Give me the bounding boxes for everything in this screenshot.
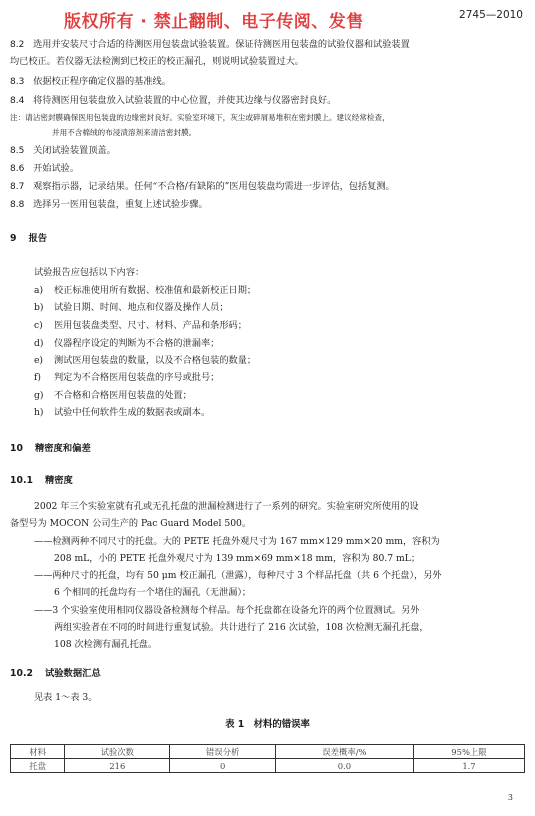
- clause-8-7: [10, 179, 525, 195]
- clause-8-8: [10, 197, 525, 213]
- report-item-h: [34, 405, 210, 421]
- clause-8-3: [10, 74, 525, 90]
- table-header-cell: 试验次数: [65, 745, 170, 759]
- section-number: 9: [10, 233, 17, 244]
- precision-paragraph-line-2: 备型号为 MOCON 公司生产的 Pac Guard Model 500。: [10, 518, 252, 529]
- clause-text: 依据校正程序确定仪器的基准线。: [33, 76, 171, 87]
- subsection-number: 10.2: [10, 668, 33, 679]
- section-title: 精密度和偏差: [34, 443, 91, 454]
- page-number: 3: [507, 793, 513, 802]
- table-row: [11, 759, 525, 773]
- table-header-cell: 材料: [11, 745, 65, 759]
- dash-item-3-line-3: 108 次检测有漏孔托盘。: [54, 639, 158, 650]
- clause-8-5: [10, 143, 525, 159]
- note-line-1: 注：请沾密封膜确保医用包装盘的边缘密封良好。实验室环境下，灰尘或碎屑易堆积在密封膜上。建议经常检查，: [10, 113, 390, 122]
- subsection-title: 精密度: [44, 475, 73, 486]
- item-text: 判定为不合格医用包装盘的序号或批号；: [54, 372, 220, 383]
- table-header-row: [11, 745, 525, 759]
- clause-number: 8.3: [10, 77, 25, 87]
- table-cell: 1.7: [413, 759, 524, 773]
- subsection-number: 10.1: [10, 475, 33, 486]
- item-marker: a): [34, 285, 44, 296]
- section-number: 10: [10, 443, 23, 454]
- dash-item-3-line-2: 两组实验者在不同的时间进行重复试验。共计进行了 216 次试验，108 次检测无漏孔托盘，: [54, 622, 429, 633]
- table-header-cell: 95%上限: [413, 745, 524, 759]
- clause-text: 将待测医用包装盘放入试验装置的中心位置，并使其边缘与仪器密封良好。: [33, 95, 337, 106]
- table-cell: 0.0: [275, 759, 413, 773]
- report-item-e: [34, 353, 256, 369]
- report-item-g: [34, 388, 192, 404]
- clause-number: 8.2: [10, 40, 25, 50]
- precision-paragraph-line-1: 2002 年三个实验室就有孔或无孔托盘的泄漏检测进行了一系列的研究。实验室研究所使用的设: [34, 501, 419, 512]
- subsection-10-1-heading: [10, 473, 73, 489]
- item-marker: g): [34, 390, 44, 401]
- table-header-cell: 错误分析: [170, 745, 275, 759]
- table-1-caption: 表 1 材料的错误率: [225, 719, 310, 730]
- report-item-c: [34, 318, 247, 334]
- clause-text: 关闭试验装置顶盖。: [33, 145, 116, 156]
- section-title: 报告: [28, 233, 48, 244]
- clause-number: 8.5: [10, 146, 25, 156]
- table-cell: 托盘: [11, 759, 65, 773]
- note-line-2: 并用不含棉绒的布浸渍溶剂来清洁密封膜。: [52, 128, 197, 137]
- section-9-heading: [10, 231, 47, 247]
- item-text: 不合格和合格医用包装盘的处置；: [54, 390, 192, 401]
- item-text: 医用包装盘类型、尺寸、材料、产品和条形码；: [54, 320, 247, 331]
- table-cell: 216: [65, 759, 170, 773]
- item-marker: e): [34, 355, 44, 366]
- section-10-heading: [10, 441, 91, 457]
- dash-item-2-line-1: ——两种尺寸的托盘，均有 50 μm 校正漏孔（泄露），每种尺寸 3 个样品托盘（共 6 个托盘），另外: [34, 570, 442, 581]
- clause-number: 8.6: [10, 164, 25, 174]
- report-item-d: [34, 336, 219, 352]
- clause-text: 选用并安装尺寸合适的待测医用包装盘试验装置。保证待测医用包装盘的试验仪器和试验装置: [33, 39, 410, 50]
- clause-8-6: [10, 161, 525, 177]
- report-item-b: [34, 300, 229, 316]
- dash-item-1-line-1: ——检测两种不同尺寸的托盘。大的 PETE 托盘外观尺寸为 167 mm×129 mm×20 mm，容积为: [34, 536, 440, 547]
- copyright-watermark: 版权所有 · 禁止翻制、电子传阅、发售: [64, 12, 364, 32]
- item-marker: d): [34, 338, 44, 349]
- item-marker: h): [34, 407, 44, 418]
- item-text: 仪器程序设定的判断为不合格的泄漏率；: [54, 338, 220, 349]
- item-marker: b): [34, 302, 44, 313]
- clause-number: 8.7: [10, 182, 25, 192]
- clause-8-2-continued: 均已校正。若仪器无法检测到已校正的校正漏孔，则说明试验装置过大。: [10, 56, 304, 67]
- table-header-cell: 误差概率/%: [275, 745, 413, 759]
- report-intro: 试验报告应包括以下内容：: [34, 267, 145, 278]
- subsection-title: 试验数据汇总: [44, 668, 101, 679]
- clause-number: 8.4: [10, 96, 25, 106]
- report-item-a: [34, 283, 256, 299]
- item-marker: c): [34, 320, 43, 331]
- clause-text: 选择另一医用包装盘，重复上述试验步骤。: [33, 199, 208, 210]
- table-cell: 0: [170, 759, 275, 773]
- standard-number: 2745—2010: [459, 9, 523, 21]
- dash-item-1-line-2: 208 mL，小的 PETE 托盘外观尺寸为 139 mm×69 mm×18 mm，容积为 80.7 mL；: [54, 553, 421, 564]
- dash-item-2-line-2: 6 个相同的托盘均有一个堵住的漏孔（无泄漏）；: [54, 587, 252, 598]
- clause-8-4: [10, 93, 525, 109]
- item-text: 校正标准使用所有数据、校准值和最新校正日期；: [54, 285, 257, 296]
- item-text: 试验中任何软件生成的数据表或副本。: [54, 407, 211, 418]
- table-1-error-rate: [10, 744, 525, 773]
- item-marker: f): [34, 372, 41, 383]
- clause-number: 8.8: [10, 200, 25, 210]
- clause-8-2: [10, 37, 525, 53]
- item-text: 测试医用包装盘的数量，以及不合格包装的数量；: [54, 355, 257, 366]
- report-item-f: [34, 370, 219, 386]
- clause-text: 观察指示器，记录结果。任何“不合格/有缺陷的”医用包装盘均需进一步评估，包括复测。: [33, 181, 395, 192]
- item-text: 试验日期、时间、地点和仪器及操作人员；: [54, 302, 229, 313]
- subsection-10-2-heading: [10, 666, 101, 682]
- dash-item-3-line-1: ——3 个实验室使用相同仪器设备检测每个样品。每个托盘都在设备允许的两个位置测试。另外: [34, 605, 420, 616]
- clause-text: 开始试验。: [33, 163, 80, 174]
- see-tables-text: 见表 1～表 3。: [34, 692, 98, 703]
